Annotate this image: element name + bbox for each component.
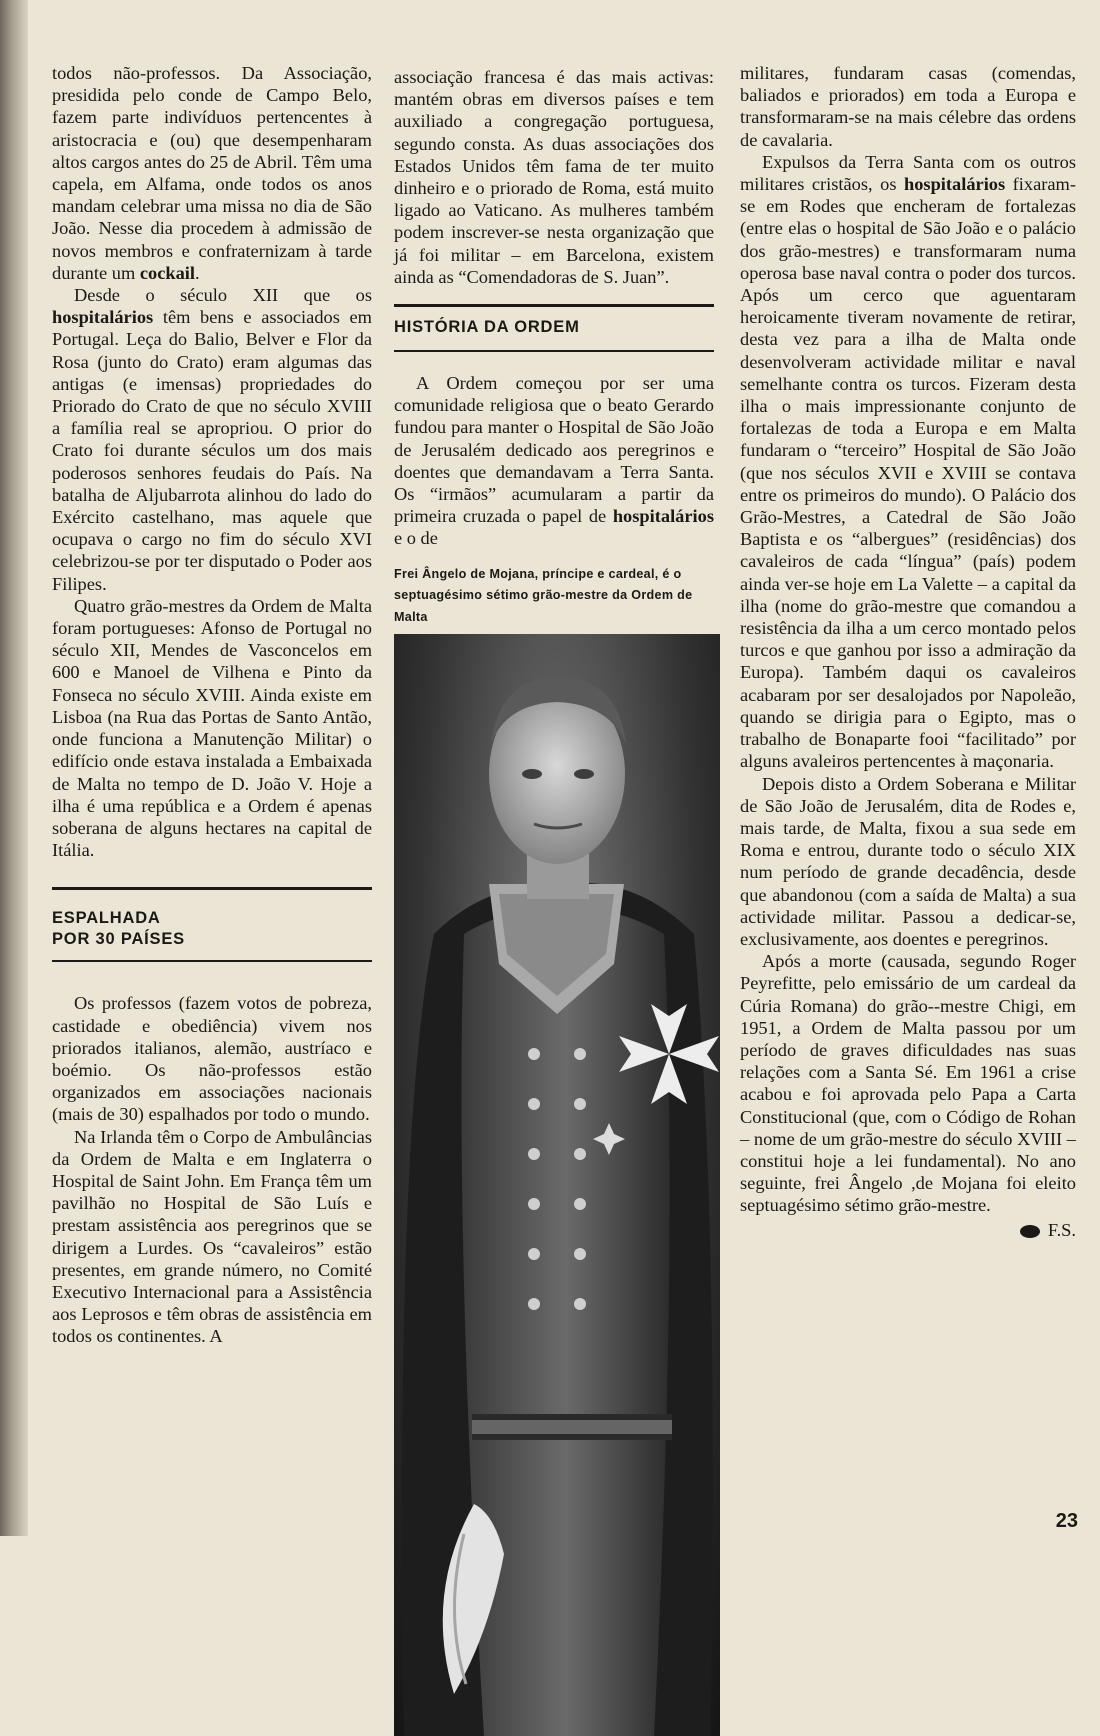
paragraph: Os professos (fazem votos de pobreza, castidade e obediência) vivem nos priorados italianos, alemão, austríaco e boémio. Os não-professos estão organizados em associações nacionais (mais de 30) espalhados por todo o mundo. — [52, 993, 372, 1125]
section-heading-espalhada: ESPALHADA POR 30 PAÍSES — [52, 909, 185, 949]
paragraph: todos não-professos. Da Associação, presidida pelo conde de Campo Belo, fazem parte indivíduos pertencentes à aristocracia e (ou) que desempenharam altos cargos antes do 25 de Abril. Têm uma capela, em Alfama, onde todos os anos mandam celebrar uma missa no dia de São João. Nesse dia procedem à admissão de novos membros e confraternizam à tarde durante um cockail. — [52, 63, 372, 283]
paragraph: Depois disto a Ordem Soberana e Militar de São João de Jerusalém, dita de Rodes e, mais tarde, de Malta, fixou a sua sede em Roma e entrou, durante todo o século XIX num período de grande decadência, desde que abandonou (com a saída de Malta) a sua actividade militar. Passou a dedicar-se, exclusivamente, aos doentes e peregrinos. — [740, 773, 1076, 949]
paragraph: Quatro grão-mestres da Ordem de Malta foram portugueses: Afonso de Portugal no século XII, Mendes de Vasconcelos em 600 e Manoel de Vilhena e Pinto da Fonseca no século XVIII. Ainda existe em Lisboa (na Rua das Portas de Santo Antão, onde funciona a Manutenção Militar) o edifício onde estava instalada a Embaixada de Malta no tempo de D. João V. Hoje a ilha é uma república e a Ordem é apenas soberana de alguns hectares na capital de Itália. — [52, 595, 372, 861]
section-rule — [52, 960, 372, 962]
paragraph: associação francesa é das mais activas: mantém obras em diversos países e tem auxiliado a congregação portuguesa, segundo consta. As duas associações dos Estados Unidos têm fama de ter muito dinheiro e o priorado de Roma, está muito ligado ao Vaticano. As mulheres também podem inscrever-se nesta organização que já foi militar – em Barcelona, existem ainda as “Comendadoras de S. Juan”. — [394, 67, 714, 287]
section-rule — [52, 887, 372, 890]
paragraph: Desde o século XII que os hospitalários têm bens e associados em Portugal. Leça do Balio, Belver e Flor da Rosa (junto do Crato) eram algumas das antigas (e imensas) propriedades do Priorado do Crato de que no século XVIII a família real se apropriou. O prior do Crato foi durante séculos um dos mais poderosos senhores feudais do País. Na batalha de Aljubarrota alinhou do lado do Exército castelhano, mas aquele que ocupava o cargo no fim do século XVI celebrizou-se por ter disputado o Poder aos Filipes. — [52, 285, 372, 594]
column-2 — [394, 66, 714, 1736]
page-binding-shadow — [0, 0, 28, 1536]
page-number: 23 — [1055, 1510, 1078, 1532]
bold-term: hospitalários — [52, 307, 154, 328]
section-heading-historia: HISTÓRIA DA ORDEM — [394, 318, 580, 337]
photo-caption: Frei Ângelo de Mojana, príncipe e cardeal, é o septuagésimo sétimo grão-mestre da Ordem de Malta — [394, 566, 693, 624]
portrait-photo — [394, 634, 720, 1736]
paragraph: A Ordem começou por ser uma comunidade religiosa que o beato Gerardo fundou para manter o Hospital de São João de Jerusalém dedicado aos peregrinos e doentes que demandavam a Terra Santa. Os “irmãos” acumularam a partir da primeira cruzada o papel de hospitalários e o de — [394, 373, 714, 549]
paragraph: militares, fundaram casas (comendas, baliados e priorados) em toda a Europa e transformaram-se na mais célebre das ordens de cavalaria. — [740, 63, 1076, 150]
bold-term: hospitalários — [612, 506, 714, 527]
paragraph: Expulsos da Terra Santa com os outros militares cristãos, os hospitalários fixaram-se em Rodes que encheram de fortalezas (entre elas o hospital de São João e o palácio dos grão-mestres) e transformaram numa operosa base naval contra o poder dos turcos. Após um cerco que aguentaram heroicamente tiveram novamente de retirar, desta vez para a ilha de Malta onde desenvolveram actividade militar e naval semelhante contra os turcos. Fizeram desta ilha o mais impressionante conjunto de fortalezas de toda a Europa e em Malta fundaram o “terceiro” Hospital de São João (que nos séculos XVII e XVIII se contava entre os primeiros do mundo). O Palácio dos Grão-Mestres, a Catedral de São João Baptista e os “albergues” (residências) dos cavaleiros de cada “língua” (país) podem ainda ver-se hoje em La Valette – a capital da ilha (nome do grão-mestre que comandou a resistência da ilha a um cerco montado pelos turcos e que ganhou por isso a admiração da Europa). Também daqui os cavaleiros acabaram por ser desalojados por Napoleão, quando se dirigia para o Egipto, mas o trabalho de Bonaparte fooi “facilitado” por alguns avaleiros pertencentes à maçonaria. — [740, 151, 1076, 772]
section-rule — [394, 350, 714, 352]
paragraph: Na Irlanda têm o Corpo de Ambulâncias da Ordem de Malta e em Inglaterra o Hospital de Saint John. Em França têm um pavilhão no Hospital de São Luís e prestam assistência aos peregrinos que se dirigem a Lurdes. Os “cavaleiros” estão presentes, em grande número, no Comité Executivo Internacional para a Assistência aos Leprosos e têm obras de assistência em todos os continentes. A — [52, 1126, 372, 1347]
paragraph: Após a morte (causada, segundo Roger Peyrefitte, pelo emissário de um cardeal da Cúria Romana) do grão--mestre Chigi, em 1951, a Ordem de Malta passou por um período de graves dificuldades nas suas relações com a Santa Sé. Em 1961 a crise acabou e foi aprovada pelo Papa a Carta Constitucional (que, com o Código de Rohan – nome de um grão-mestre do século XVIII – constitui hoje a lei fundamental). No ano seguinte, frei Ângelo ,de Mojana foi eleito septuagésimo sétimo grão-mestre. — [740, 951, 1076, 1216]
portrait-illustration — [394, 634, 720, 1736]
bullet-icon — [1020, 1225, 1040, 1238]
author-signoff: F.S. — [740, 1219, 1076, 1241]
bold-term: hospitalários — [903, 174, 1006, 195]
bold-term: cockail — [139, 262, 196, 283]
column-3 — [740, 62, 1076, 1241]
column-1 — [52, 62, 372, 1348]
section-rule — [394, 304, 714, 307]
